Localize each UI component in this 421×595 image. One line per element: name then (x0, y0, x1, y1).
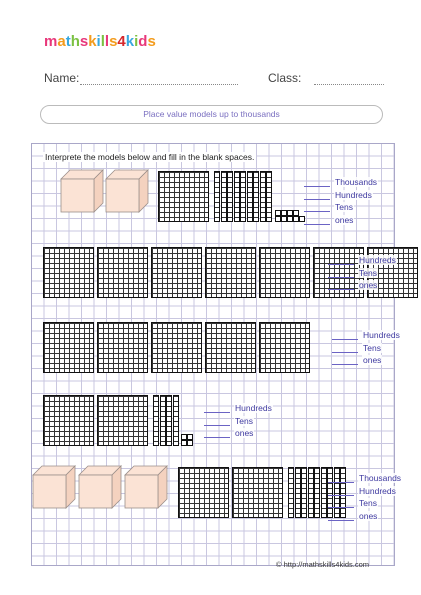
place-label: Hundreds (363, 330, 400, 340)
answer-blank[interactable] (204, 412, 230, 413)
hundred-flat (205, 247, 256, 298)
ten-rod (314, 467, 320, 518)
place-label: Hundreds (359, 485, 396, 496)
name-label: Name: (44, 71, 80, 85)
place-label: Thousands (359, 473, 402, 483)
ten-rod (160, 395, 166, 446)
svg-text:mathskills4kids: mathskills4kids (44, 33, 156, 50)
hundred-flat (158, 171, 209, 222)
place-label: ones (359, 510, 378, 521)
class-label: Class: (268, 71, 302, 85)
ten-rod (253, 171, 259, 222)
ten-rod (214, 171, 220, 222)
ten-rod (234, 171, 240, 222)
ten-rod (173, 395, 179, 446)
ten-rod (240, 171, 246, 222)
answer-blank[interactable] (328, 482, 354, 483)
hundred-flat (43, 247, 94, 298)
place-label: Tens (235, 415, 253, 426)
place-label: ones (235, 428, 254, 438)
hundred-flat (232, 467, 283, 518)
one-unit (187, 440, 193, 446)
ten-rod (247, 171, 253, 222)
hundred-flat (151, 322, 202, 373)
name-blank[interactable] (80, 84, 238, 85)
ten-rod (266, 171, 272, 222)
ten-rod (308, 467, 314, 518)
answer-blank[interactable] (328, 507, 354, 508)
ten-rod (288, 467, 294, 518)
topic-title: Place value models up to thousands (40, 105, 383, 124)
ten-rod (327, 467, 333, 518)
ten-rod (260, 171, 266, 222)
hundred-flat (151, 247, 202, 298)
answer-blank[interactable] (304, 186, 330, 187)
ten-rod (227, 171, 233, 222)
thousand-cube (124, 465, 168, 509)
ten-rod (301, 467, 307, 518)
ten-rod (153, 395, 159, 446)
hundred-flat (259, 247, 310, 298)
hundred-flat (97, 395, 148, 446)
thousand-cube (78, 465, 122, 509)
place-label: Tens (363, 342, 381, 353)
hundred-flat (259, 322, 310, 373)
hundred-flat (43, 322, 94, 373)
answer-blank[interactable] (332, 352, 358, 353)
place-label: ones (335, 214, 354, 225)
answer-blank[interactable] (204, 425, 230, 426)
footer-copyright: © http://mathskills4kids.com (276, 560, 370, 569)
answer-blank[interactable] (304, 224, 330, 225)
one-unit (187, 434, 193, 440)
thousand-cube (105, 169, 149, 213)
answer-blank[interactable] (304, 199, 330, 200)
hundred-flat (313, 247, 364, 298)
answer-blank[interactable] (332, 364, 358, 365)
thousand-cube (60, 169, 104, 213)
ten-rod (334, 467, 340, 518)
place-label: Hundreds (335, 189, 372, 200)
ten-rod (221, 171, 227, 222)
ten-rod (321, 467, 327, 518)
place-label: Tens (335, 202, 353, 212)
thousand-cube (32, 465, 76, 509)
mathskills4kids-logo (44, 28, 164, 52)
answer-blank[interactable] (328, 264, 354, 265)
place-label: Tens (359, 267, 377, 278)
answer-blank[interactable] (328, 520, 354, 521)
class-blank[interactable] (314, 84, 384, 85)
ten-rod (295, 467, 301, 518)
answer-blank[interactable] (332, 339, 358, 340)
place-label: Hundreds (359, 255, 396, 265)
instructions: Interprete the models below and fill in the blank spaces. (45, 152, 255, 162)
one-unit (299, 216, 305, 222)
place-label: Tens (359, 498, 377, 508)
answer-blank[interactable] (328, 495, 354, 496)
hundred-flat (43, 395, 94, 446)
answer-blank[interactable] (204, 437, 230, 438)
place-label: ones (363, 355, 382, 365)
answer-blank[interactable] (328, 289, 354, 290)
answer-blank[interactable] (328, 277, 354, 278)
place-label: Thousands (335, 177, 378, 187)
hundred-flat (97, 247, 148, 298)
ten-rod (166, 395, 172, 446)
hundred-flat (205, 322, 256, 373)
answer-blank[interactable] (304, 211, 330, 212)
ten-rod (340, 467, 346, 518)
hundred-flat (178, 467, 229, 518)
place-label: Hundreds (235, 403, 272, 413)
place-label: ones (359, 280, 378, 290)
hundred-flat (97, 322, 148, 373)
